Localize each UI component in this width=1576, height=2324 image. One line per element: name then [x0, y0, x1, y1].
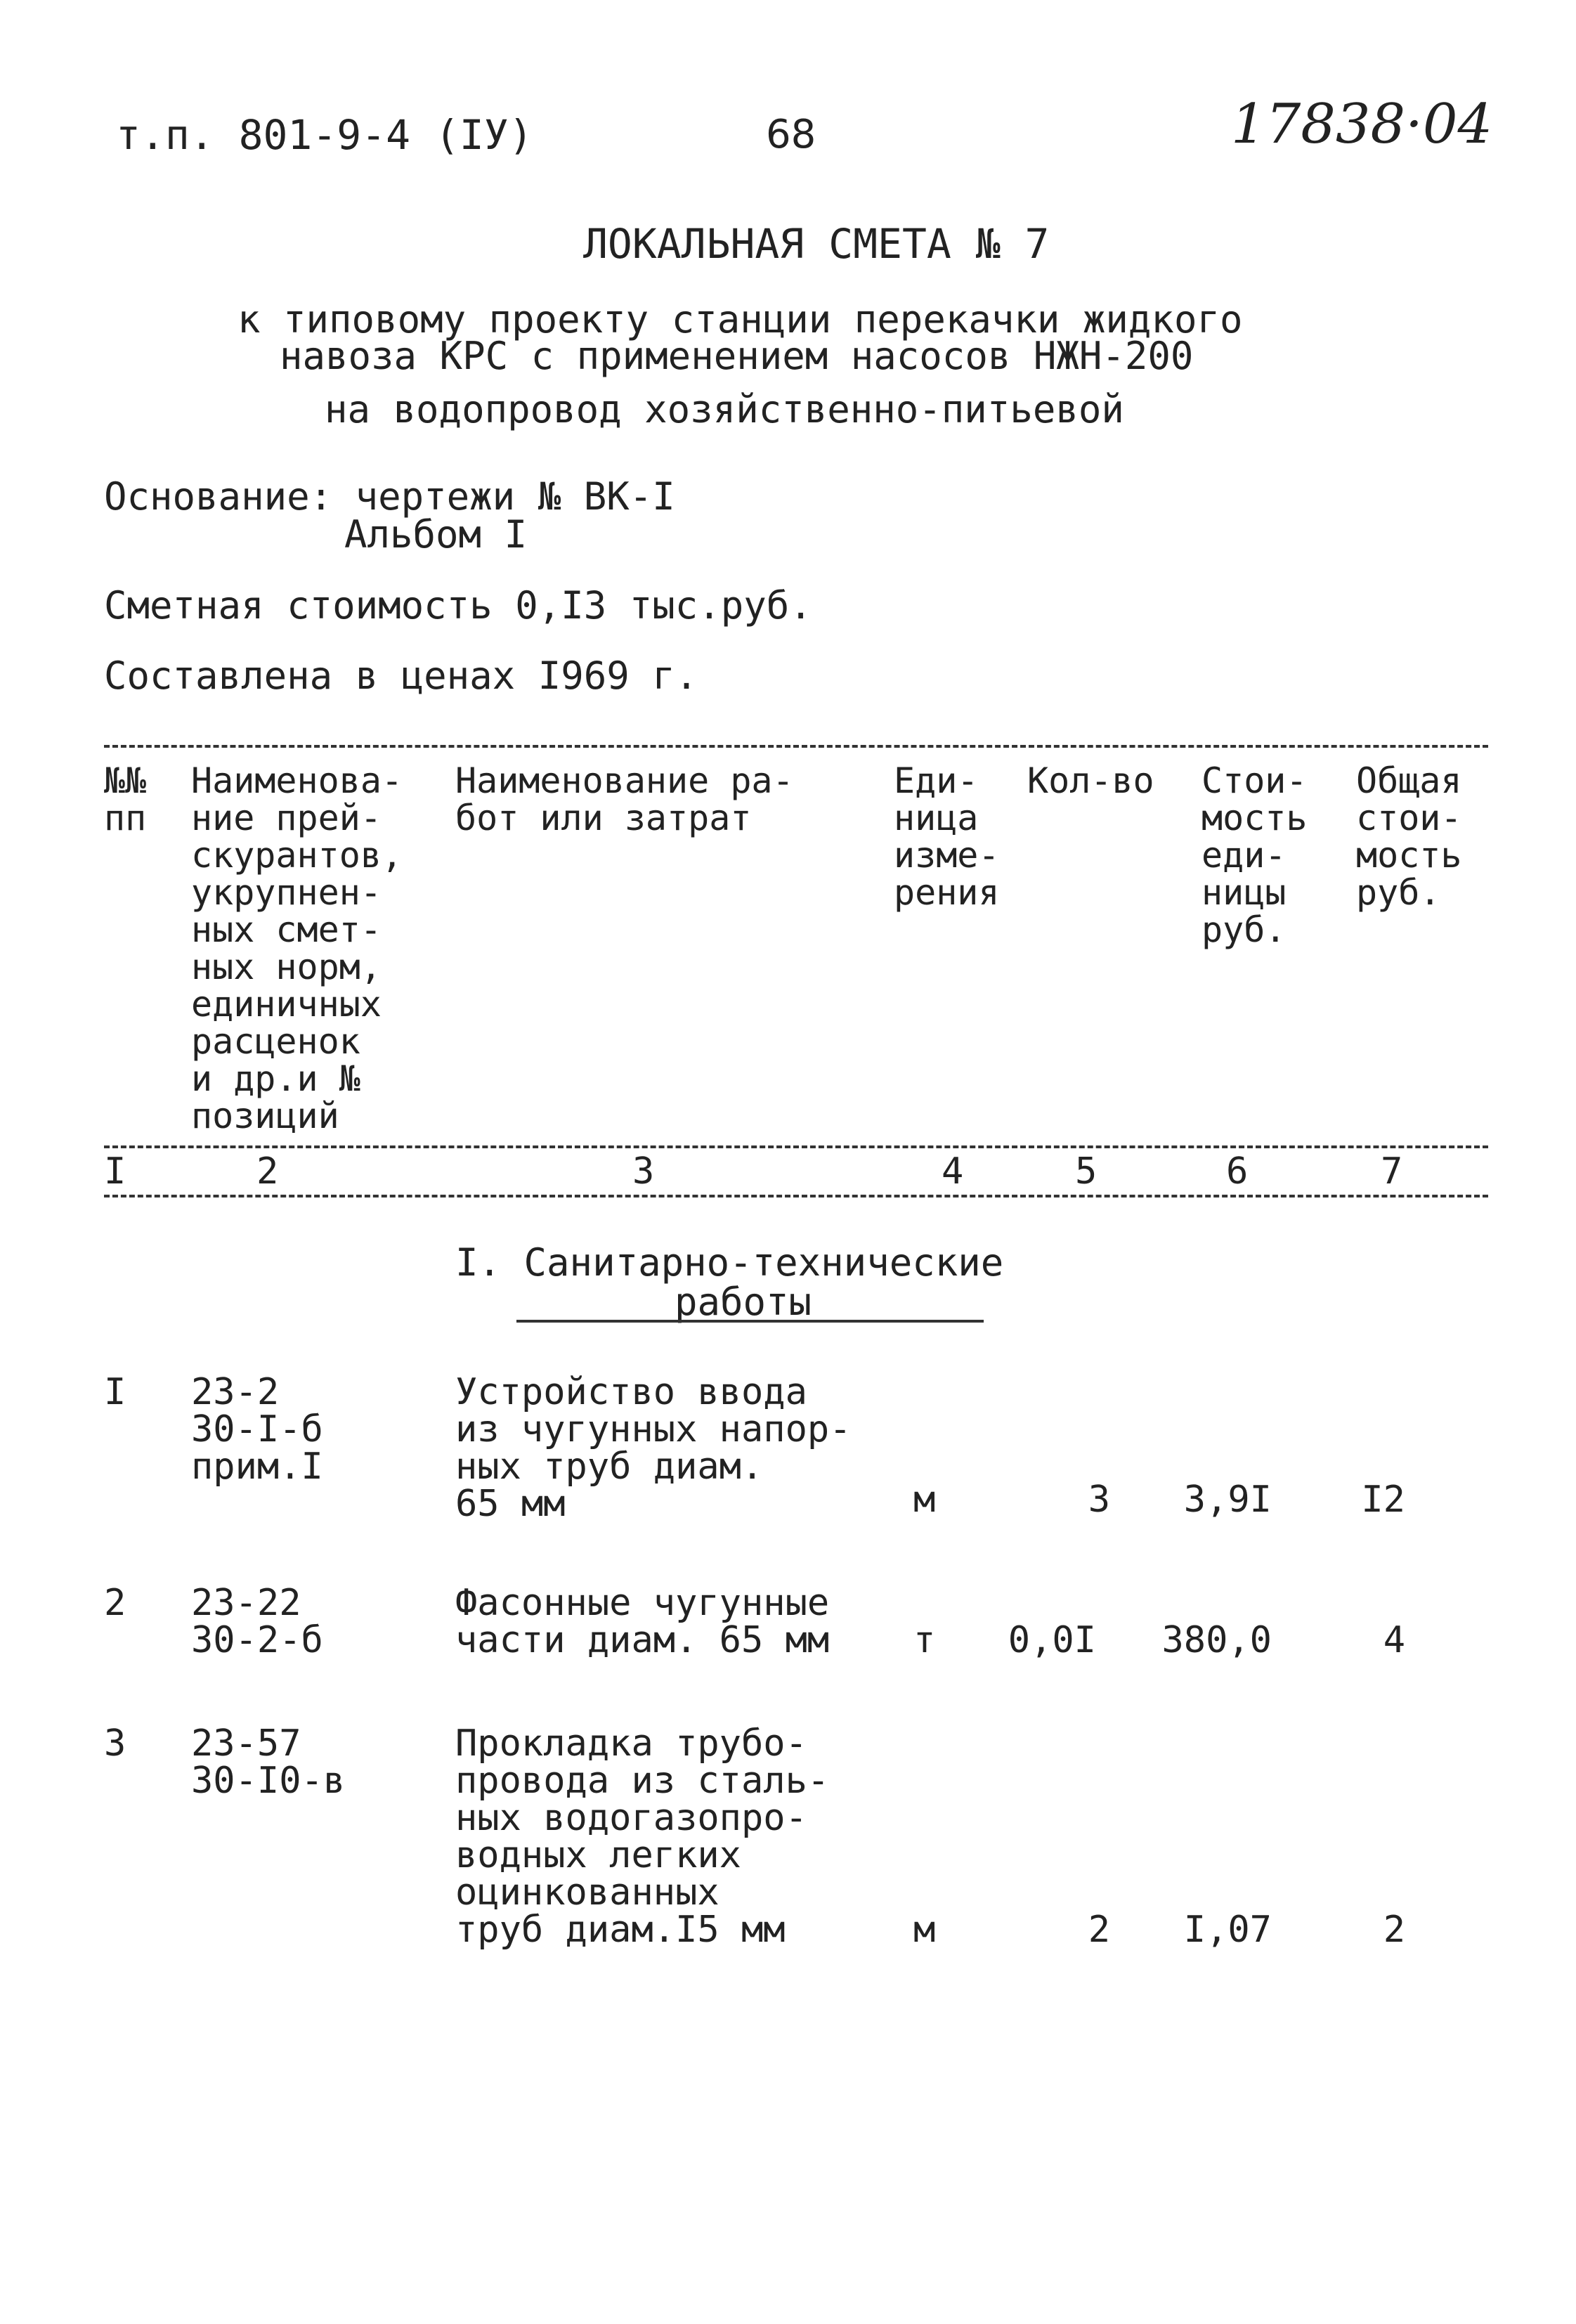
- row-total: I2: [1361, 1479, 1405, 1521]
- row-code: 23-22 30-2-б: [191, 1582, 323, 1661]
- column-number-5: 5: [1075, 1150, 1098, 1193]
- table-top-rule: [104, 745, 1488, 748]
- row-unit-cost: 380,0: [1161, 1619, 1272, 1661]
- row-unit-cost: 3,9I: [1183, 1479, 1272, 1521]
- column-number-2: 2: [256, 1150, 279, 1193]
- row-code: 23-57 30-I0-в: [191, 1722, 346, 1802]
- header-col-4: Еди- ница изме- рения: [894, 760, 1000, 913]
- page-number: 68: [766, 112, 816, 157]
- header-col-5: Кол-во: [1027, 760, 1154, 801]
- header-col-2: Наименова- ние прей- скурантов, укрупнен- ных смет- ных норм, единичных расценок и др.и № позиций: [191, 760, 403, 1136]
- row-quantity: 3: [1088, 1479, 1110, 1521]
- basis-line-1: Основание: чертежи № ВК-I: [104, 474, 675, 519]
- subtitle-line-2: навоза КРС с применением насосов НЖН-200: [280, 334, 1194, 378]
- basis-line-2: Альбом I: [344, 512, 528, 557]
- row-quantity: 2: [1088, 1909, 1110, 1951]
- row-number: I: [104, 1371, 126, 1413]
- row-name: Фасонные чугунные части диам. 65 мм: [455, 1582, 830, 1661]
- document-number: 17838·04: [1231, 93, 1493, 156]
- prices-year: Составлена в ценах I969 г.: [104, 654, 698, 698]
- row-unit-cost: I,07: [1183, 1909, 1272, 1951]
- estimated-cost: Сметная стоимость 0,I3 тыс.руб.: [104, 583, 812, 628]
- row-name: Прокладка трубо- провода из сталь- ных водогазопро- водных легких оцинкованных труб диам.I5 мм: [455, 1722, 830, 1951]
- column-number-4: 4: [942, 1150, 964, 1193]
- subtitle-line-3: на водопровод хозяйственно-питьевой: [325, 387, 1124, 431]
- column-number-1: I: [104, 1150, 126, 1193]
- header-col-3: Наименование ра- бот или затрат: [455, 760, 794, 838]
- column-number-6: 6: [1226, 1150, 1249, 1193]
- header-col-1: №№ пп: [104, 760, 147, 838]
- row-number: 3: [104, 1722, 126, 1765]
- row-total: 2: [1383, 1909, 1405, 1951]
- document-title: ЛОКАЛЬНАЯ СМЕТА № 7: [583, 220, 1050, 268]
- section-title-cont: работы: [675, 1280, 812, 1324]
- row-code: 23-2 30-I-б прим.I: [191, 1371, 323, 1488]
- row-unit: т: [913, 1619, 936, 1661]
- row-number: 2: [104, 1582, 126, 1624]
- project-designation: т.п. 801-9-4 (IУ): [116, 111, 533, 159]
- row-unit: м: [913, 1909, 936, 1951]
- row-total: 4: [1383, 1619, 1405, 1661]
- section-title-underline: [516, 1320, 984, 1323]
- header-col-7: Общая стои- мость руб.: [1356, 760, 1462, 913]
- header-col-6: Стои- мость еди- ницы руб.: [1201, 760, 1308, 950]
- row-unit: м: [913, 1479, 936, 1521]
- section-title: I. Санитарно-технические: [455, 1240, 1004, 1285]
- column-numbers-bottom-rule: [104, 1195, 1488, 1197]
- header-bottom-rule: [104, 1145, 1488, 1148]
- row-quantity: 0,0I: [1008, 1619, 1096, 1661]
- subtitle-line-1: к типовому проекту станции перекачки жидкого: [237, 297, 1243, 342]
- column-number-7: 7: [1381, 1150, 1403, 1193]
- row-name: Устройство ввода из чугунных напор- ных труб диам. 65 мм: [455, 1371, 852, 1525]
- column-number-3: 3: [632, 1150, 655, 1193]
